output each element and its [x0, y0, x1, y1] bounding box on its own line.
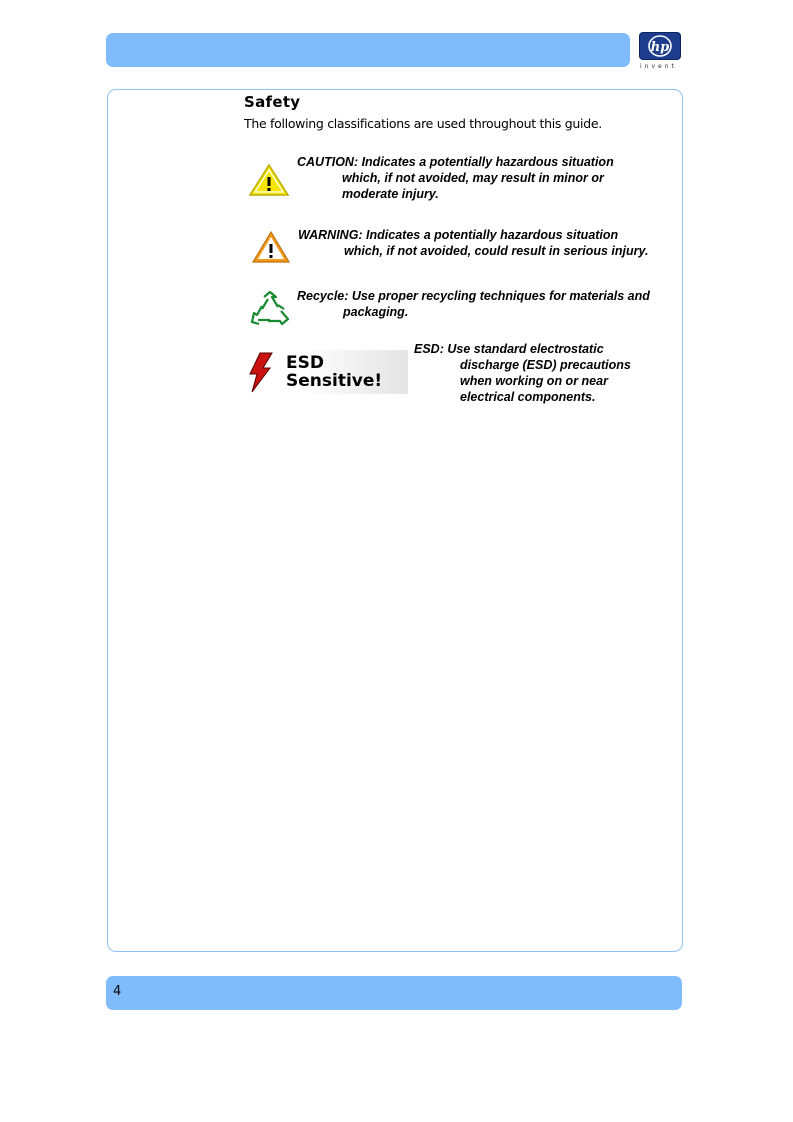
hp-logo: [637, 30, 683, 70]
page-number: 4: [113, 984, 122, 999]
section-intro: The following classifications are used throughout this guide.: [244, 116, 602, 131]
caution-note: [297, 154, 614, 202]
header-bar: [106, 33, 630, 67]
esd-graphic-line-1: ESD: [286, 353, 324, 373]
recycle-line-2: packaging.: [343, 305, 409, 319]
esd-line-2: discharge (ESD) precautions: [460, 358, 631, 372]
footer-bar: [106, 976, 682, 1010]
esd-line-3: when working on or near: [460, 374, 608, 388]
caution-triangle-icon: [247, 162, 291, 198]
esd-line-4: electrical components.: [460, 390, 596, 404]
esd-note: [414, 341, 631, 405]
caution-line-1: CAUTION: Indicates a potentially hazardous situation: [297, 155, 614, 169]
hp-logo-mark: hp: [650, 40, 670, 55]
warning-line-2: which, if not avoided, could result in serious injury.: [344, 244, 649, 258]
recycle-icon: [248, 289, 292, 329]
recycle-note: [297, 288, 650, 320]
section-title: Safety: [244, 93, 301, 111]
warning-note: [298, 227, 648, 259]
warning-triangle-icon: [250, 229, 292, 265]
warning-line-1: WARNING: Indicates a potentially hazardous situation: [298, 228, 619, 242]
caution-line-2: which, if not avoided, may result in minor or: [342, 171, 604, 185]
esd-line-1: ESD: Use standard electrostatic: [414, 342, 604, 356]
caution-line-3: moderate injury.: [342, 187, 439, 201]
recycle-line-1: Recycle: Use proper recycling techniques for materials and: [297, 289, 650, 303]
esd-graphic-line-2: Sensitive!: [286, 371, 383, 391]
esd-graphic: [246, 350, 408, 394]
hp-logo-tagline: invent: [640, 63, 677, 70]
hp-logo-box: [639, 32, 681, 60]
esd-graphic-label: [286, 354, 382, 390]
hp-logo-icon: [640, 33, 680, 59]
content-frame: [107, 89, 683, 952]
esd-lightning-icon: [246, 352, 276, 394]
